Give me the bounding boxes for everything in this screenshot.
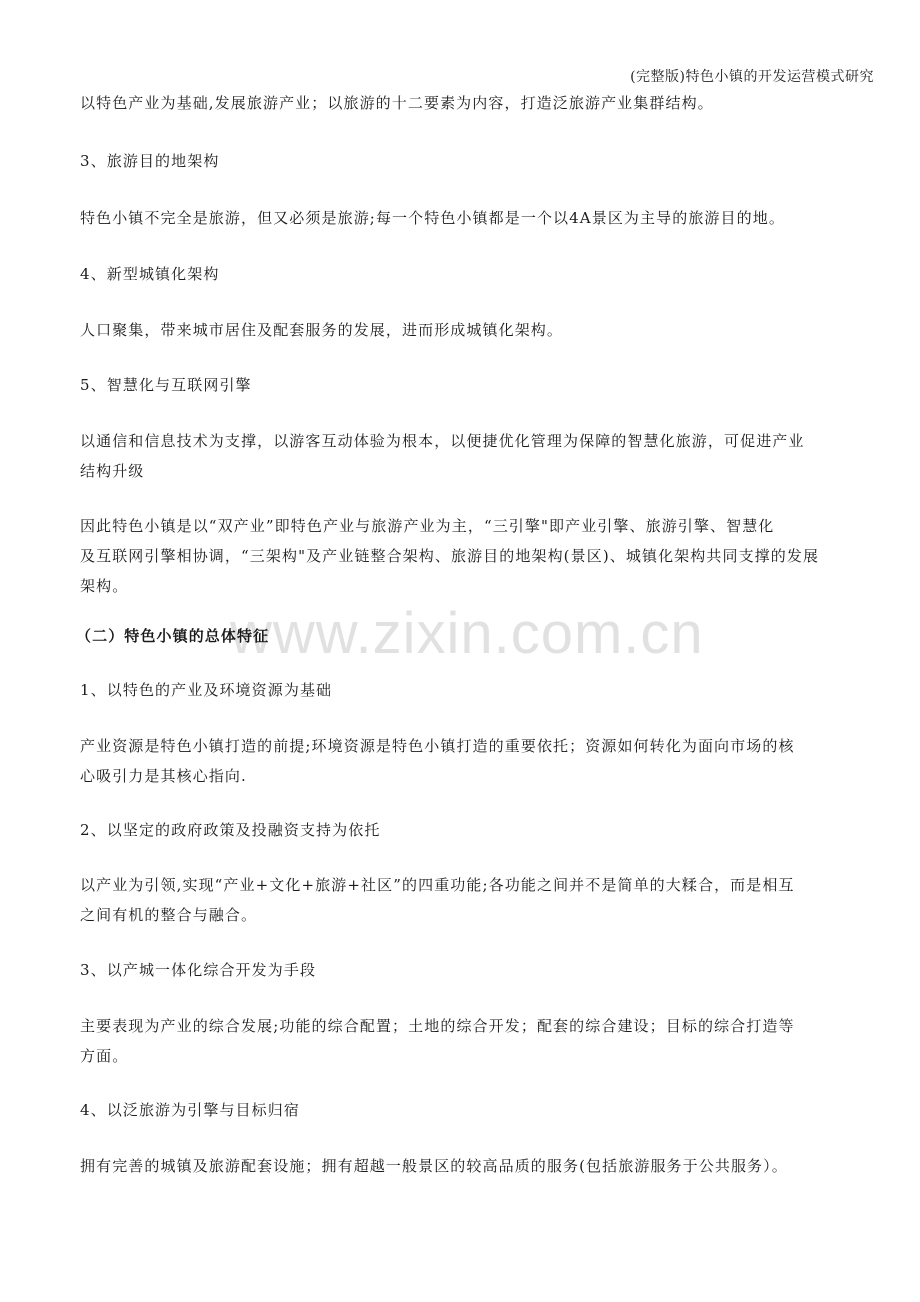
- heading-feature-2: 2、以坚定的政府政策及投融资支持为依托: [80, 821, 381, 839]
- heading-tourism-destination: 3、旅游目的地架构: [80, 152, 220, 170]
- heading-feature-4: 4、以泛旅游为引擎与目标归宿: [80, 1101, 300, 1119]
- paragraph-urbanization: 人口聚集，带来城市居住及配套服务的发展，进而形成城镇化架构。: [80, 321, 564, 339]
- heading-feature-1: 1、以特色的产业及环境资源为基础: [80, 681, 333, 699]
- paragraph-feature-2-line1: 以产业为引领,实现“产业+文化+旅游+社区”的四重功能;各功能之间并不是简单的大糅合，而是相互: [80, 876, 795, 894]
- paragraph-feature-1-line2: 心吸引力是其核心指向.: [80, 767, 247, 785]
- paragraph-smart-internet-line1: 以通信和信息技术为支撑，以游客互动体验为根本，以便捷优化管理为保障的智慧化旅游，可促进产业: [80, 432, 805, 450]
- paragraph-smart-internet-line2: 结构升级: [80, 462, 145, 480]
- heading-urbanization: 4、新型城镇化架构: [80, 265, 220, 283]
- paragraph-feature-4-line1: 拥有完善的城镇及旅游配套设施；拥有超越一般景区的较高品质的服务(包括旅游服务于公共服务）。: [80, 1157, 788, 1175]
- paragraph-summary-line3: 架构。: [80, 577, 129, 595]
- paragraph-summary-line1: 因此特色小镇是以“双产业”即特色产业与旅游产业为主，“三引擎"即产业引擎、旅游引擎、智慧化: [80, 517, 775, 535]
- heading-feature-3: 3、以产城一体化综合开发为手段: [80, 961, 317, 979]
- paragraph-industry-base: 以特色产业为基础,发展旅游产业；以旅游的十二要素为内容，打造泛旅游产业集群结构。: [80, 94, 714, 112]
- paragraph-summary-line2: 及互联网引擎相协调，“三架构"及产业链整合架构、旅游目的地架构(景区)、城镇化架构共同支撑的发展: [80, 547, 820, 565]
- section-title-features: （二）特色小镇的总体特征: [76, 627, 270, 645]
- running-header: (完整版)特色小镇的开发运营模式研究: [630, 69, 874, 85]
- paragraph-feature-3-line1: 主要表现为产业的综合发展;功能的综合配置；土地的综合开发；配套的综合建设；目标的综合打造等: [80, 1017, 795, 1035]
- heading-smart-internet: 5、智慧化与互联网引擎: [80, 376, 252, 394]
- paragraph-feature-3-line2: 方面。: [80, 1047, 129, 1065]
- watermark: www.zixin.com.cn: [230, 601, 704, 666]
- paragraph-tourism-destination: 特色小镇不完全是旅游，但又必须是旅游;每一个特色小镇都是一个以4A景区为主导的旅游目的地。: [80, 209, 785, 227]
- paragraph-feature-2-line2: 之间有机的整合与融合。: [80, 906, 258, 924]
- paragraph-feature-1-line1: 产业资源是特色小镇打造的前提;环境资源是特色小镇打造的重要依托；资源如何转化为面向市场的核: [80, 737, 795, 755]
